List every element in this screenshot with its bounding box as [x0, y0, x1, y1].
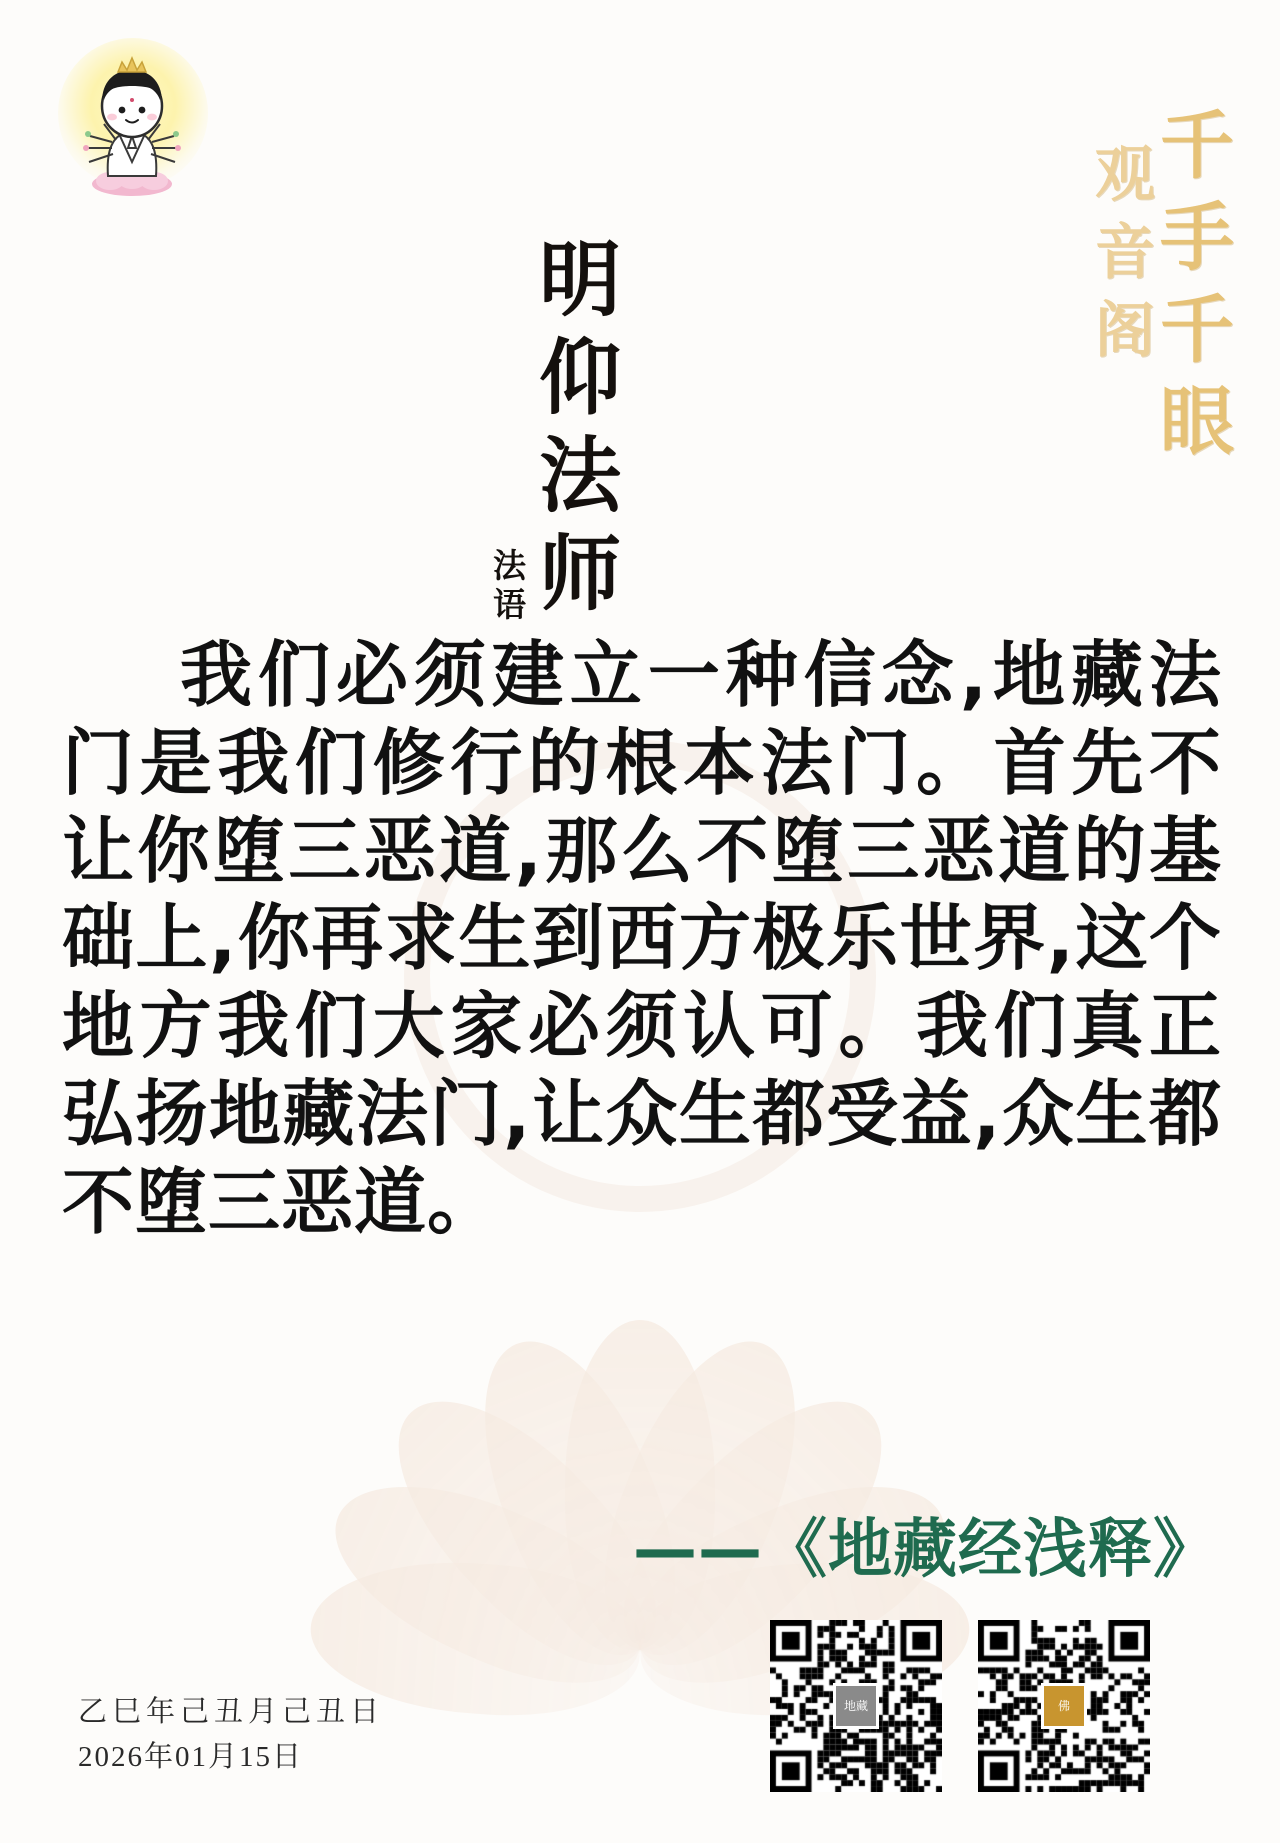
lunar-date: 乙巳年己丑月己丑日	[78, 1696, 385, 1728]
solar-date: 2026年01月15日	[78, 1740, 304, 1773]
date-block	[78, 1690, 384, 1780]
title-block	[476, 236, 622, 628]
gold-calligraphy-block	[978, 96, 1234, 476]
qr-code-group	[770, 1620, 1150, 1792]
quote-source: ——《地藏经浅释》	[633, 1513, 1218, 1587]
qr-code-left-logo: 地藏	[833, 1683, 879, 1729]
page-subtitle: 法语	[488, 548, 527, 626]
page-title: 明仰法师	[525, 236, 622, 628]
qr-code-right[interactable]	[978, 1620, 1150, 1792]
qr-code-left[interactable]	[770, 1620, 942, 1792]
gold-calligraphy-column-left: 观音阁	[1085, 142, 1155, 376]
gold-calligraphy-column-right: 千手千眼	[1148, 106, 1234, 474]
child-buddha-avatar-icon	[70, 44, 195, 199]
quote-body-text: 我们必须建立一种信念,地藏法门是我们修行的根本法门。首先不让你堕三恶道,那么不堕三恶道的基础上,你再求生到西方极乐世界,这个地方我们大家必须认可。我们真正弘扬地藏法门,让众生都受益,众生都不堕三恶道。	[62, 633, 1222, 1244]
qr-code-right-logo: 佛	[1041, 1683, 1087, 1729]
